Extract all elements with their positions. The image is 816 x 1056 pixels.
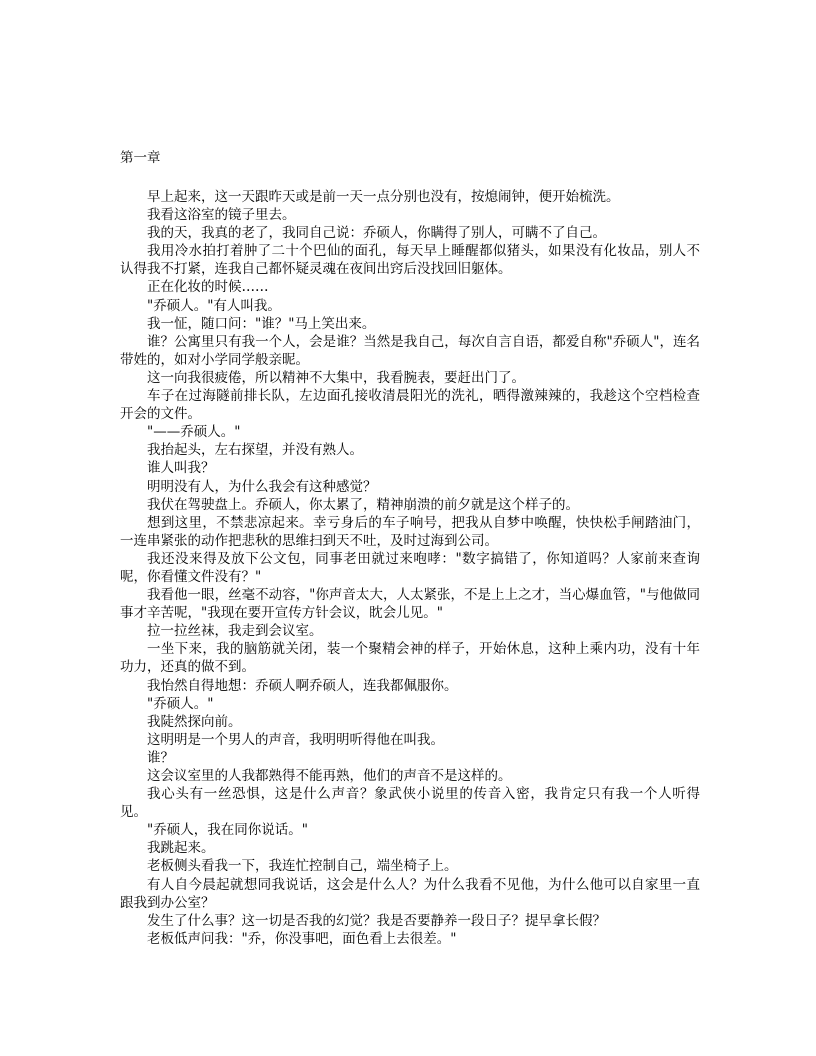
paragraph-9: 这一向我很疲倦，所以精神不大集中，我看腕表，要赶出门了。 — [147, 369, 525, 386]
paragraph-30: 老板侧头看我一下，我连忙控制自己，端坐椅子上。 — [147, 858, 458, 875]
paragraph-11: "——乔硕人。" — [147, 424, 241, 441]
paragraph-21: 我怡然自得地想：乔硕人啊乔硕人，连我都佩服你。 — [147, 677, 458, 694]
chapter-title: 第一章 — [120, 150, 161, 166]
document-page — [120, 150, 700, 948]
chapter-body — [120, 188, 700, 948]
paragraph-26: 这会议室里的人我都熟得不能再熟，他们的声音不是这样的。 — [147, 768, 512, 784]
paragraph-29: 我跳起来。 — [147, 840, 215, 857]
paragraph-15: 我伏在驾驶盘上。乔硕人，你太累了，精神崩溃的前夕就是这个样子的。 — [147, 496, 579, 513]
paragraph-19: 拉一拉丝袜，我走到会议室。 — [147, 623, 323, 640]
paragraph-18: 我看他一眼，丝毫不动容，"你声音太大，人太紧张，不是上上之才，当心爆血管，"与他做同事才辛苦呢，"我现在要开宣传方针会议，眈会儿见。" — [120, 587, 700, 622]
paragraph-4: 我用冷水拍打着肿了二十个巴仙的面孔，每天早上睡醒都似猪头，如果没有化妆品，别人不认得我不打紧，连我自己都怀疑灵魂在夜间出窍后没找回旧躯体。 — [120, 243, 700, 278]
paragraph-27: 我心头有一丝恐惧，这是什么声音？象武侠小说里的传音入密，我肯定只有我一个人听得见。 — [120, 786, 700, 821]
paragraph-8: 谁？公寓里只有我一个人，会是谁？当然是我自己，每次自言自语，都爱自称"乔硕人"，连名带姓的，如对小学同学般亲昵。 — [120, 333, 700, 368]
paragraph-24: 这明明是一个男人的声音，我明明听得他在叫我。 — [147, 731, 444, 748]
paragraph-2: 我看这浴室的镜子里去。 — [147, 207, 296, 224]
paragraph-5: 正在化妆的时候…… — [147, 279, 269, 296]
paragraph-1: 早上起来，这一天跟昨天或是前一天一点分别也没有，按熄闹钟，便开始梳洗。 — [147, 189, 620, 205]
paragraph-12: 我抬起头，左右探望，并没有熟人。 — [147, 442, 363, 459]
paragraph-7: 我一怔，随口问："谁？"马上笑出来。 — [147, 315, 376, 332]
paragraph-22: "乔硕人。" — [147, 695, 214, 712]
paragraph-28: "乔硕人，我在同你说话。" — [147, 822, 308, 839]
paragraph-14: 明明没有人，为什么我会有这种感觉？ — [147, 478, 377, 495]
paragraph-33: 老板低声问我："乔，你没事吧，面色看上去很差。" — [147, 930, 457, 947]
paragraph-16: 想到这里，不禁悲凉起来。幸亏身后的车子响号，把我从自梦中唤醒，快快松手闸踏油门，一连串紧张的动作把悲秋的思维扫到天不吐，及时过海到公司。 — [120, 514, 700, 549]
paragraph-23: 我陡然探向前。 — [147, 713, 242, 730]
paragraph-31: 有人自今晨起就想同我说话，这会是什么人？为什么我看不见他，为什么他可以自家里一直跟我到办公室？ — [120, 876, 700, 911]
paragraph-6: "乔硕人。"有人叫我。 — [147, 297, 281, 314]
paragraph-10: 车子在过海隧前排长队，左边面孔接收清晨阳光的洗礼，晒得激辣辣的，我趁这个空档检查开会的文件。 — [120, 388, 700, 423]
paragraph-13: 谁人叫我？ — [147, 460, 215, 477]
paragraph-32: 发生了什么事？这一切是否我的幻觉？我是否要静养一段日子？提早拿长假？ — [147, 912, 606, 929]
paragraph-3: 我的天，我真的老了，我同自己说：乔硕人，你瞒得了别人，可瞒不了自己。 — [147, 225, 606, 242]
paragraph-20: 一坐下来，我的脑筋就关闭，装一个聚精会神的样子，开始休息，这种上乘内功，没有十年功力，还真的做不到。 — [120, 641, 700, 676]
paragraph-17: 我还没来得及放下公文包，同事老田就过来咆哮："数字搞错了，你知道吗？人家前来查询呢，你看懂文件没有？" — [120, 550, 700, 585]
paragraph-25: 谁？ — [147, 749, 174, 766]
